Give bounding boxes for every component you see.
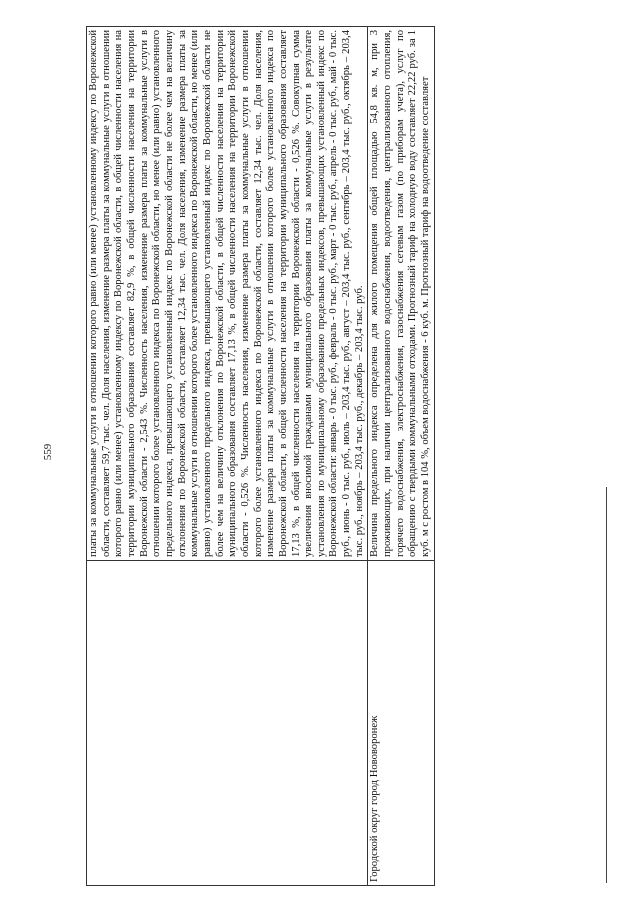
municipality-index-table [86, 26, 435, 886]
footnote-rule [606, 487, 607, 883]
description-cell: Величина предельного индекса определена для жилого помещения общей площадью 54,8 кв. м, при 3 проживающих, при наличии централизованного водоснабжения, водоотведения, централизованного отопления, горячего водоснабжения, электроснабжения, газоснабжения сетевым газом (по приборам учета), услуг по обращению с твердыми коммунальными отходами. Прогнозный тариф на холодную воду составляет 22,22 руб. за 1 куб. м с ростом в 104 %, объем водоснабжения - 6 куб. м. Прогнозный тариф на водоотведение составляет [368, 27, 434, 561]
municipality-cell: Городской округ город Нововоронеж [368, 561, 434, 886]
description-cell: платы за коммунальные услуги в отношении которого равно (или менее) установленному индексу по Воронежской области, составляет 59,7 тыс. чел. Доля населения, изменение размера платы за коммунальные услуги в отношении которого равно (или менее) установленному индексу по Воронежской области, в общей численности населения на территории муниципального образования составляет 82,9 %, в общей численности населения на территории Воронежской области - 2,543 %. Численность населения, изменение размера платы за коммунальные услуги в отношении которого более установленного индекса по Воронежской области, но менее (или равно) установленного предельного индекса, превышающего установленный индекс по Воронежской области не более чем на величину отклонения по Воронежской области, составляет 12,34 тыс. чел. Доля населения, изменение размера платы за коммунальные услуги в отношении которого более установленного индекса по Воронежской области, но менее (или равно) установленного предельного индекса, превышающего установленный индекс по Воронежской области не более чем на величину отклонения по Воронежской области, в общей численности населения на территории муниципального образования составляет 17,13 %, в общей численности населения на территории Воронежской области - 0,526 %. Численность населения, изменение размера платы за коммунальные услуги в отношении которого более установленного индекса по Воронежской области, составляет 12,34 тыс. чел. Доля населения, изменение размера платы за коммунальные услуги в отношении которого более установленного индекса по Воронежской области, в общей численности населения на территории муниципального образования составляет 17,13 %, в общей численности населения на территории Воронежской области - 0,526 %. Совокупная сумма увеличения вносимой гражданами муниципального образования платы за коммунальные услуги в результате установления по муниципальному образованию предельных индексов, превышающих установленный индекс по Воронежской области: январь - 0 тыс. руб., февраль - 0 тыс. руб., март - 0 тыс. руб., апрель - 0 тыс. руб., май - 0 тыс. руб., июнь - 0 тыс. руб., июль – 203,4 тыс. руб., август – 203,4 тыс. руб., сентябрь – 203,4 тыс. руб., октябрь – 203,4 тыс. руб., ноябрь – 203,4 тыс. руб., декабрь – 203,4 тыс. руб. [87, 27, 368, 561]
municipality-cell [87, 561, 368, 886]
page-number: 559 [42, 443, 54, 461]
table-row [87, 27, 368, 886]
table-row [368, 27, 434, 886]
rotated-page-content [86, 26, 591, 886]
